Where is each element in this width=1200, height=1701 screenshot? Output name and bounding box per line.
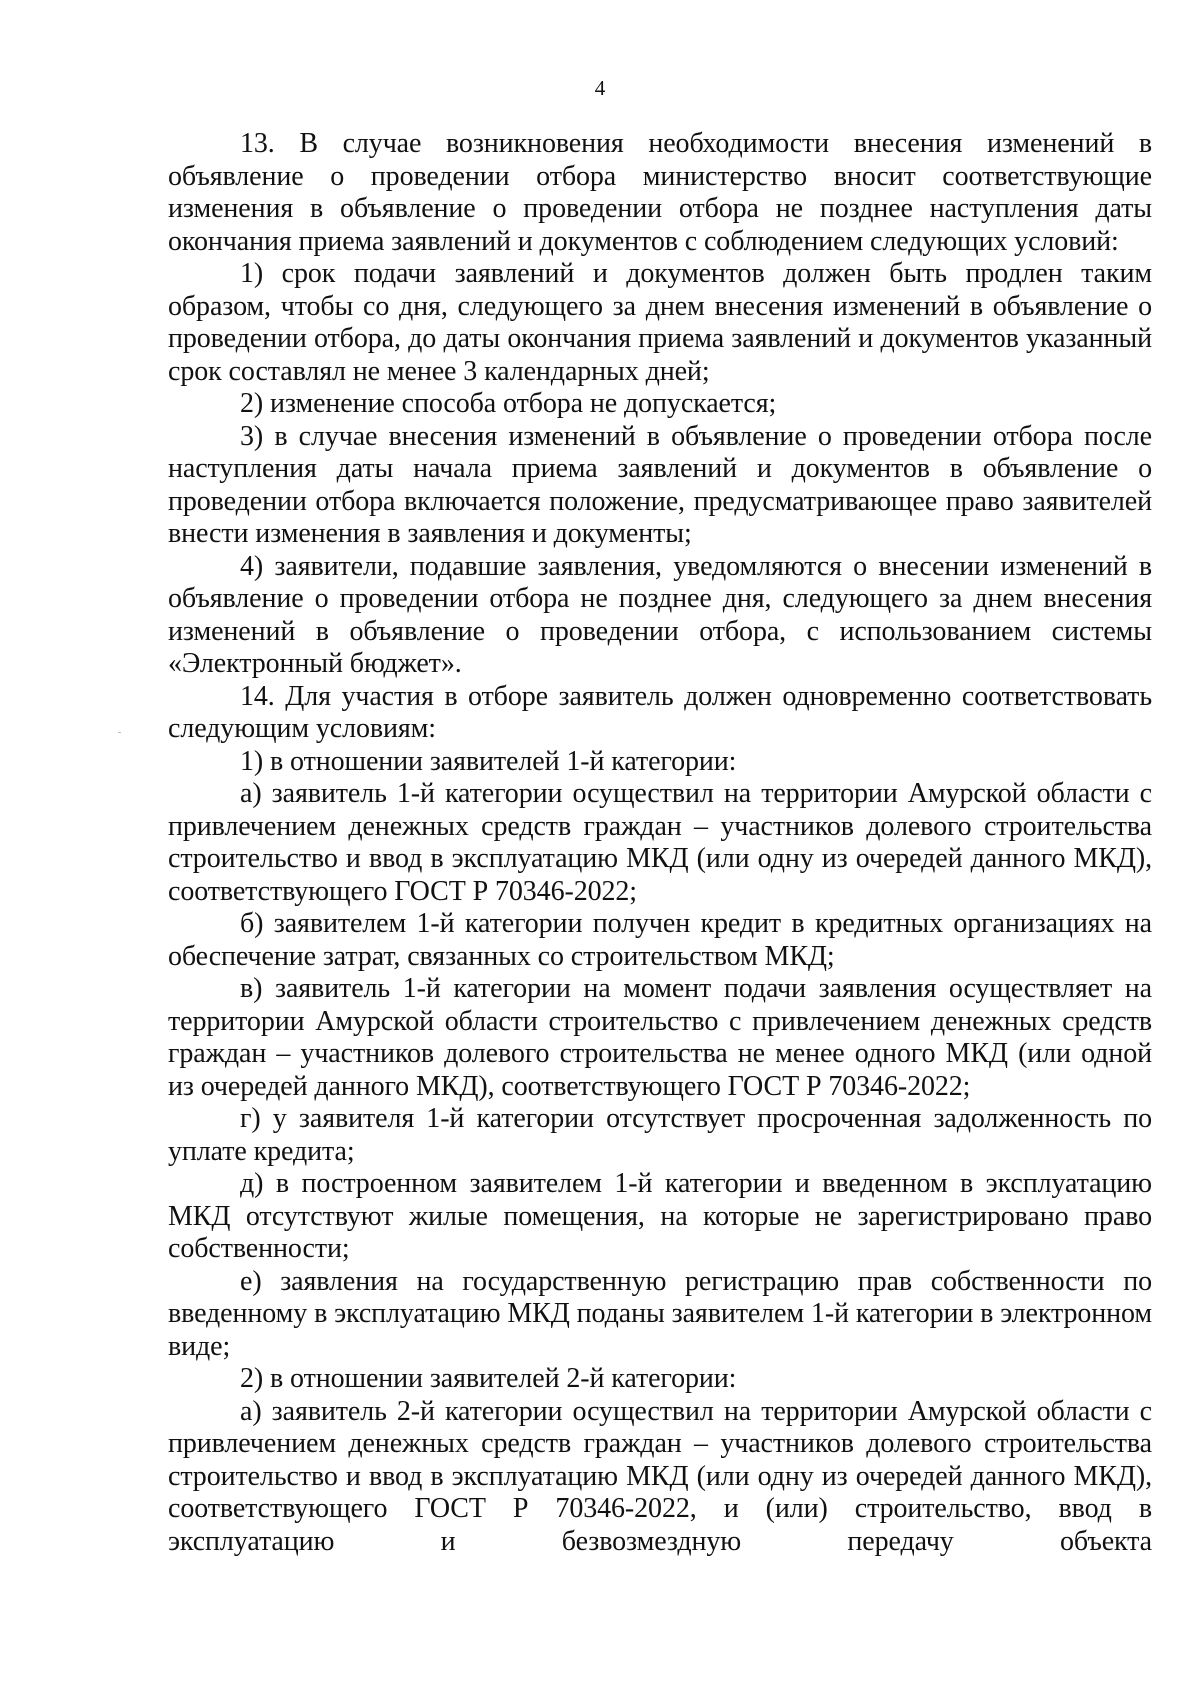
paragraph-13-condition-2: 2) изменение способа отбора не допускается; bbox=[240, 388, 777, 419]
scan-artifact bbox=[118, 732, 121, 733]
paragraph-14-1-d: д) в построенном заявителем 1-й категории и введенном в эксплуатацию МКД отсутствуют жилые помещения, на которые не зарегистрировано право собственности; bbox=[168, 1168, 1152, 1264]
paragraph-14-category-2-heading: 2) в отношении заявителей 2-й категории: bbox=[240, 1363, 737, 1394]
paragraph-13-condition-1: 1) срок подачи заявлений и документов должен быть продлен таким образом, чтобы со дня, следующего за днем внесения изменений в объявление о проведении отбора, до даты окончания приема заявлений и документов указанный срок составлял не менее 3 календарных дней; bbox=[168, 258, 1152, 387]
paragraph-14-category-1-heading: 1) в отношении заявителей 1-й категории: bbox=[240, 745, 737, 777]
paragraph-13-condition-3: 3) в случае внесения изменений в объявление о проведении отбора после наступления даты начала приема заявлений и документов в объявление о проведении отбора включается положение, предусматривающее право заявителей внести изменения в заявления и документы; bbox=[168, 420, 1152, 549]
page-number: 4 bbox=[594, 76, 606, 100]
paragraph-13: 13. В случае возникновения необходимости внесения изменений в объявление о проведении отбора министерство вносит соответствующие изменения в объявление о проведении отбора не позднее наступления даты окончания приема заявлений и документов с соблюдением следующих условий: bbox=[168, 128, 1152, 257]
paragraph-13-condition-4: 4) заявители, подавшие заявления, уведомляются о внесении изменений в объявление о проведении отбора не позднее дня, следующего за днем внесения изменений в объявление о проведении отбора, с использованием системы «Электронный бюджет». bbox=[168, 550, 1152, 679]
paragraph-14-1-e: е) заявления на государственную регистрацию прав собственности по введенному в эксплуатацию МКД поданы заявителем 1-й категории в электронном виде; bbox=[168, 1265, 1152, 1362]
paragraph-14-1-a: а) заявитель 1-й категории осуществил на территории Амурской области с привлечением денежных средств граждан – участников долевого строительства строительство и ввод в эксплуатацию МКД (или одну из очередей данного МКД), соответствующего ГОСТ Р 70346-2022; bbox=[168, 778, 1152, 907]
paragraph-14-1-g: г) у заявителя 1-й категории отсутствует просроченная задолженность по уплате кредита; bbox=[168, 1103, 1152, 1167]
paragraph-14: 14. Для участия в отборе заявитель должен одновременно соответствовать следующим условиям: bbox=[168, 680, 1152, 744]
paragraph-14-1-v: в) заявитель 1-й категории на момент подачи заявления осуществляет на территории Амурской области строительство с привлечением денежных средств граждан – участников долевого строительства не менее одного МКД (или одной из очередей данного МКД), соответствующего ГОСТ Р 70346-2022; bbox=[168, 973, 1152, 1102]
paragraph-14-1-b: б) заявителем 1-й категории получен кредит в кредитных организациях на обеспечение затрат, связанных со строительством МКД; bbox=[168, 908, 1152, 972]
paragraph-14-2-a: а) заявитель 2-й категории осуществил на территории Амурской области с привлечением денежных средств граждан – участников долевого строительства строительство и ввод в эксплуатацию МКД (или одну из очередей данного МКД), соответствующего ГОСТ Р 70346-2022, и (или) строительство, ввод в эксплуатацию и безвозмездную передачу объекта bbox=[168, 1395, 1152, 1557]
document-body bbox=[168, 128, 1152, 1558]
